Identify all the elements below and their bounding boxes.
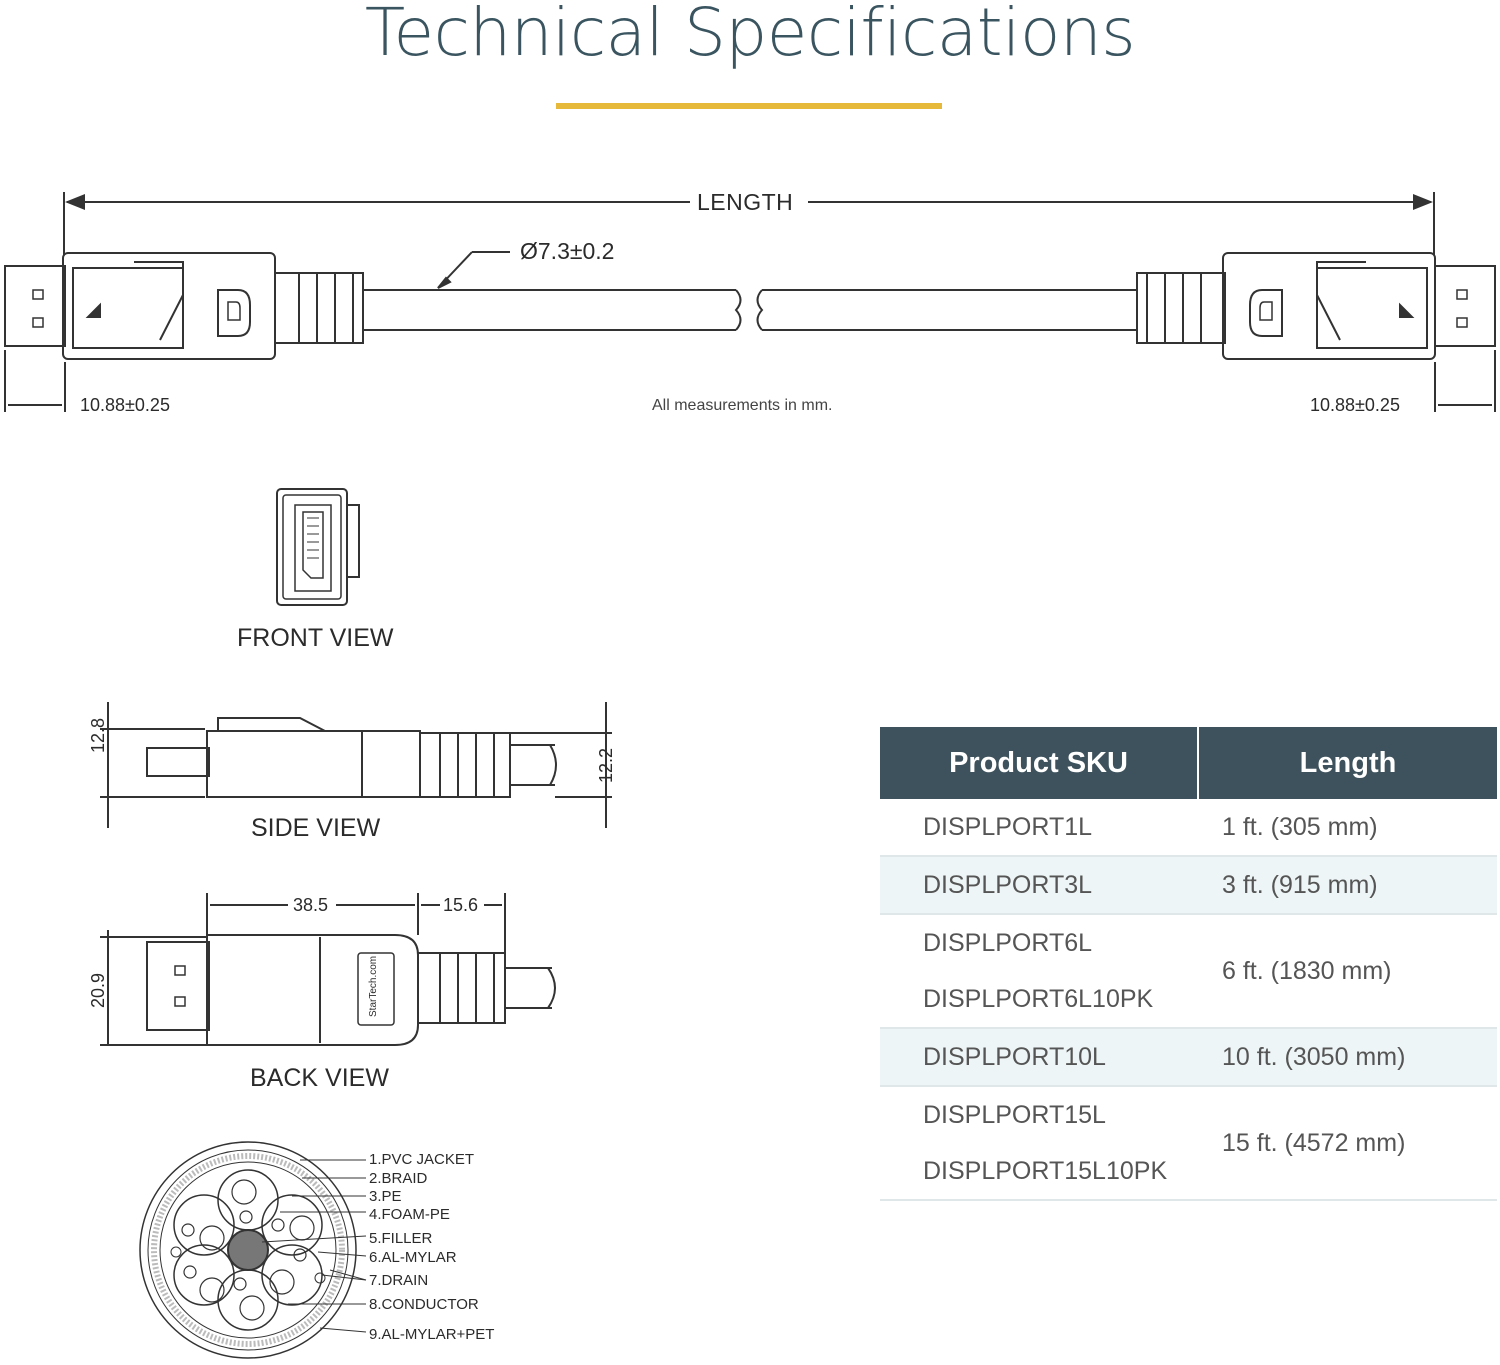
layer-label: 5.FILLER <box>369 1230 433 1247</box>
sku-cell: DISPLPORT15L10PK <box>923 1157 1168 1185</box>
sku-table <box>880 727 1497 1201</box>
back-boot-label: 15.6 <box>443 895 479 915</box>
back-view-label: BACK VIEW <box>250 1064 389 1092</box>
sku-cell: DISPLPORT15L <box>923 1101 1106 1129</box>
side-view-drawing <box>100 702 612 828</box>
left-connector <box>5 253 363 359</box>
table-row <box>880 799 1497 856</box>
layer-label: 6.AL-MYLAR <box>369 1249 457 1266</box>
length-label: LENGTH <box>697 189 794 215</box>
layer-label: 9.AL-MYLAR+PET <box>369 1326 495 1343</box>
table-row <box>880 1028 1497 1086</box>
side-height-right-label: 12.2 <box>596 747 616 783</box>
front-view-label: FRONT VIEW <box>237 624 394 652</box>
cable-cross-section <box>140 1142 366 1358</box>
sku-cell: DISPLPORT10L <box>923 1043 1106 1071</box>
sku-cell: DISPLPORT6L10PK <box>923 985 1154 1013</box>
back-height-label: 20.9 <box>88 972 108 1008</box>
table-row <box>880 1086 1497 1200</box>
right-connector <box>1137 253 1495 359</box>
layer-label: 2.BRAID <box>369 1170 428 1187</box>
length-cell: 10 ft. (3050 mm) <box>1198 1028 1497 1086</box>
plug-right-label: 10.88±0.25 <box>1310 395 1400 415</box>
length-cell: 3 ft. (915 mm) <box>1198 856 1497 914</box>
sku-cell: DISPLPORT3L <box>923 871 1093 899</box>
length-cell: 6 ft. (1830 mm) <box>1198 914 1497 1028</box>
table-header-length: Length <box>1198 727 1497 799</box>
layer-label: 3.PE <box>369 1188 402 1205</box>
back-body-label: 38.5 <box>293 895 329 915</box>
layer-label: 1.PVC JACKET <box>369 1151 475 1168</box>
diameter-label: Ø7.3±0.2 <box>520 238 615 264</box>
brand-logo: StarTech.com <box>368 955 379 1017</box>
length-cell: 15 ft. (4572 mm) <box>1198 1086 1497 1200</box>
table-header-sku: Product SKU <box>880 727 1198 799</box>
front-view-drawing <box>277 489 359 605</box>
cable-body <box>363 252 1137 330</box>
sku-cell: DISPLPORT6L <box>923 929 1093 957</box>
page-title: Technical Specifications <box>364 0 1136 71</box>
length-cell: 1 ft. (305 mm) <box>1198 799 1497 856</box>
sku-cell: DISPLPORT1L <box>923 813 1093 841</box>
plug-left-label: 10.88±0.25 <box>80 395 170 415</box>
measurements-note: All measurements in mm. <box>652 397 833 414</box>
side-height-left-label: 12.8 <box>88 717 108 753</box>
layer-label: 7.DRAIN <box>369 1272 429 1289</box>
layer-label: 8.CONDUCTOR <box>369 1296 479 1313</box>
table-row <box>880 914 1497 1028</box>
layer-label: 4.FOAM-PE <box>369 1206 450 1223</box>
side-view-label: SIDE VIEW <box>251 814 381 842</box>
table-row <box>880 856 1497 914</box>
